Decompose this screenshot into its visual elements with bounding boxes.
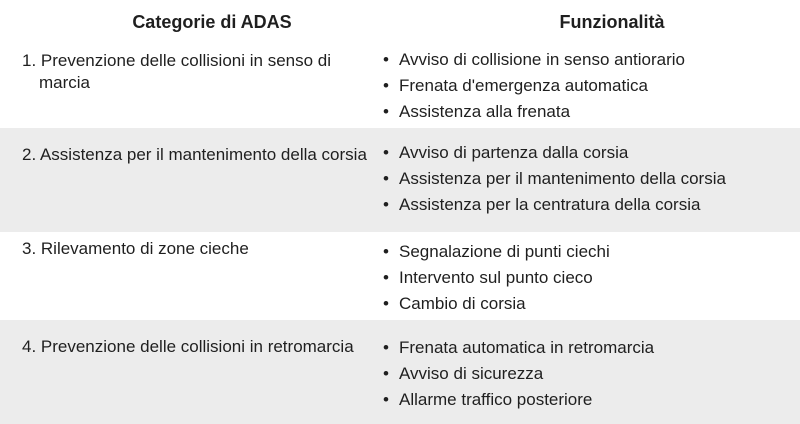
category-label: 1. Prevenzione delle collisioni in senso di marcia bbox=[22, 51, 332, 92]
feature-item bbox=[383, 168, 726, 194]
bullet-icon: • bbox=[383, 195, 389, 214]
feature-item bbox=[383, 142, 726, 168]
bullet-icon: • bbox=[383, 102, 389, 121]
bullet-icon: • bbox=[383, 338, 389, 357]
bullet-icon: • bbox=[383, 364, 389, 383]
category-label: 3. Rilevamento di zone cieche bbox=[22, 239, 249, 258]
feature-text: Avviso di sicurezza bbox=[399, 364, 544, 383]
feature-item bbox=[383, 49, 685, 75]
bullet-icon: • bbox=[383, 143, 389, 162]
category-label: 4. Prevenzione delle collisioni in retromarcia bbox=[22, 337, 354, 356]
bullet-icon: • bbox=[383, 242, 389, 261]
feature-text: Assistenza alla frenata bbox=[399, 102, 571, 121]
feature-list bbox=[383, 241, 610, 319]
feature-text: Avviso di partenza dalla corsia bbox=[399, 143, 629, 162]
table-row bbox=[0, 128, 800, 232]
feature-text: Assistenza per la centratura della corsia bbox=[399, 195, 701, 214]
feature-text: Frenata d'emergenza automatica bbox=[399, 76, 648, 95]
bullet-icon: • bbox=[383, 390, 389, 409]
feature-list bbox=[383, 142, 726, 220]
bullet-icon: • bbox=[383, 50, 389, 69]
table-row bbox=[0, 44, 800, 128]
table-header bbox=[0, 0, 800, 44]
feature-item bbox=[383, 241, 610, 267]
feature-text: Frenata automatica in retromarcia bbox=[399, 338, 655, 357]
feature-text: Allarme traffico posteriore bbox=[399, 390, 593, 409]
table-row bbox=[0, 320, 800, 424]
feature-list bbox=[383, 337, 654, 415]
table-row bbox=[0, 232, 800, 320]
bullet-icon: • bbox=[383, 169, 389, 188]
feature-text: Avviso di collisione in senso antiorario bbox=[399, 50, 686, 69]
feature-text: Cambio di corsia bbox=[399, 294, 526, 313]
bullet-icon: • bbox=[383, 294, 389, 313]
feature-item bbox=[383, 194, 726, 220]
feature-item bbox=[383, 293, 610, 319]
feature-item bbox=[383, 101, 685, 127]
feature-item bbox=[383, 267, 610, 293]
feature-item bbox=[383, 337, 654, 363]
feature-item bbox=[383, 75, 685, 101]
bullet-icon: • bbox=[383, 76, 389, 95]
feature-text: Intervento sul punto cieco bbox=[399, 268, 593, 287]
feature-list bbox=[383, 49, 685, 127]
feature-text: Assistenza per il mantenimento della corsia bbox=[399, 169, 726, 188]
feature-item bbox=[383, 363, 654, 389]
feature-text: Segnalazione di punti ciechi bbox=[399, 242, 610, 261]
category-label: 2. Assistenza per il mantenimento della corsia bbox=[22, 145, 367, 164]
feature-item bbox=[383, 389, 654, 415]
bullet-icon: • bbox=[383, 268, 389, 287]
features-column-title: Funzionalità bbox=[559, 12, 665, 32]
categories-column-title: Categorie di ADAS bbox=[132, 12, 292, 32]
